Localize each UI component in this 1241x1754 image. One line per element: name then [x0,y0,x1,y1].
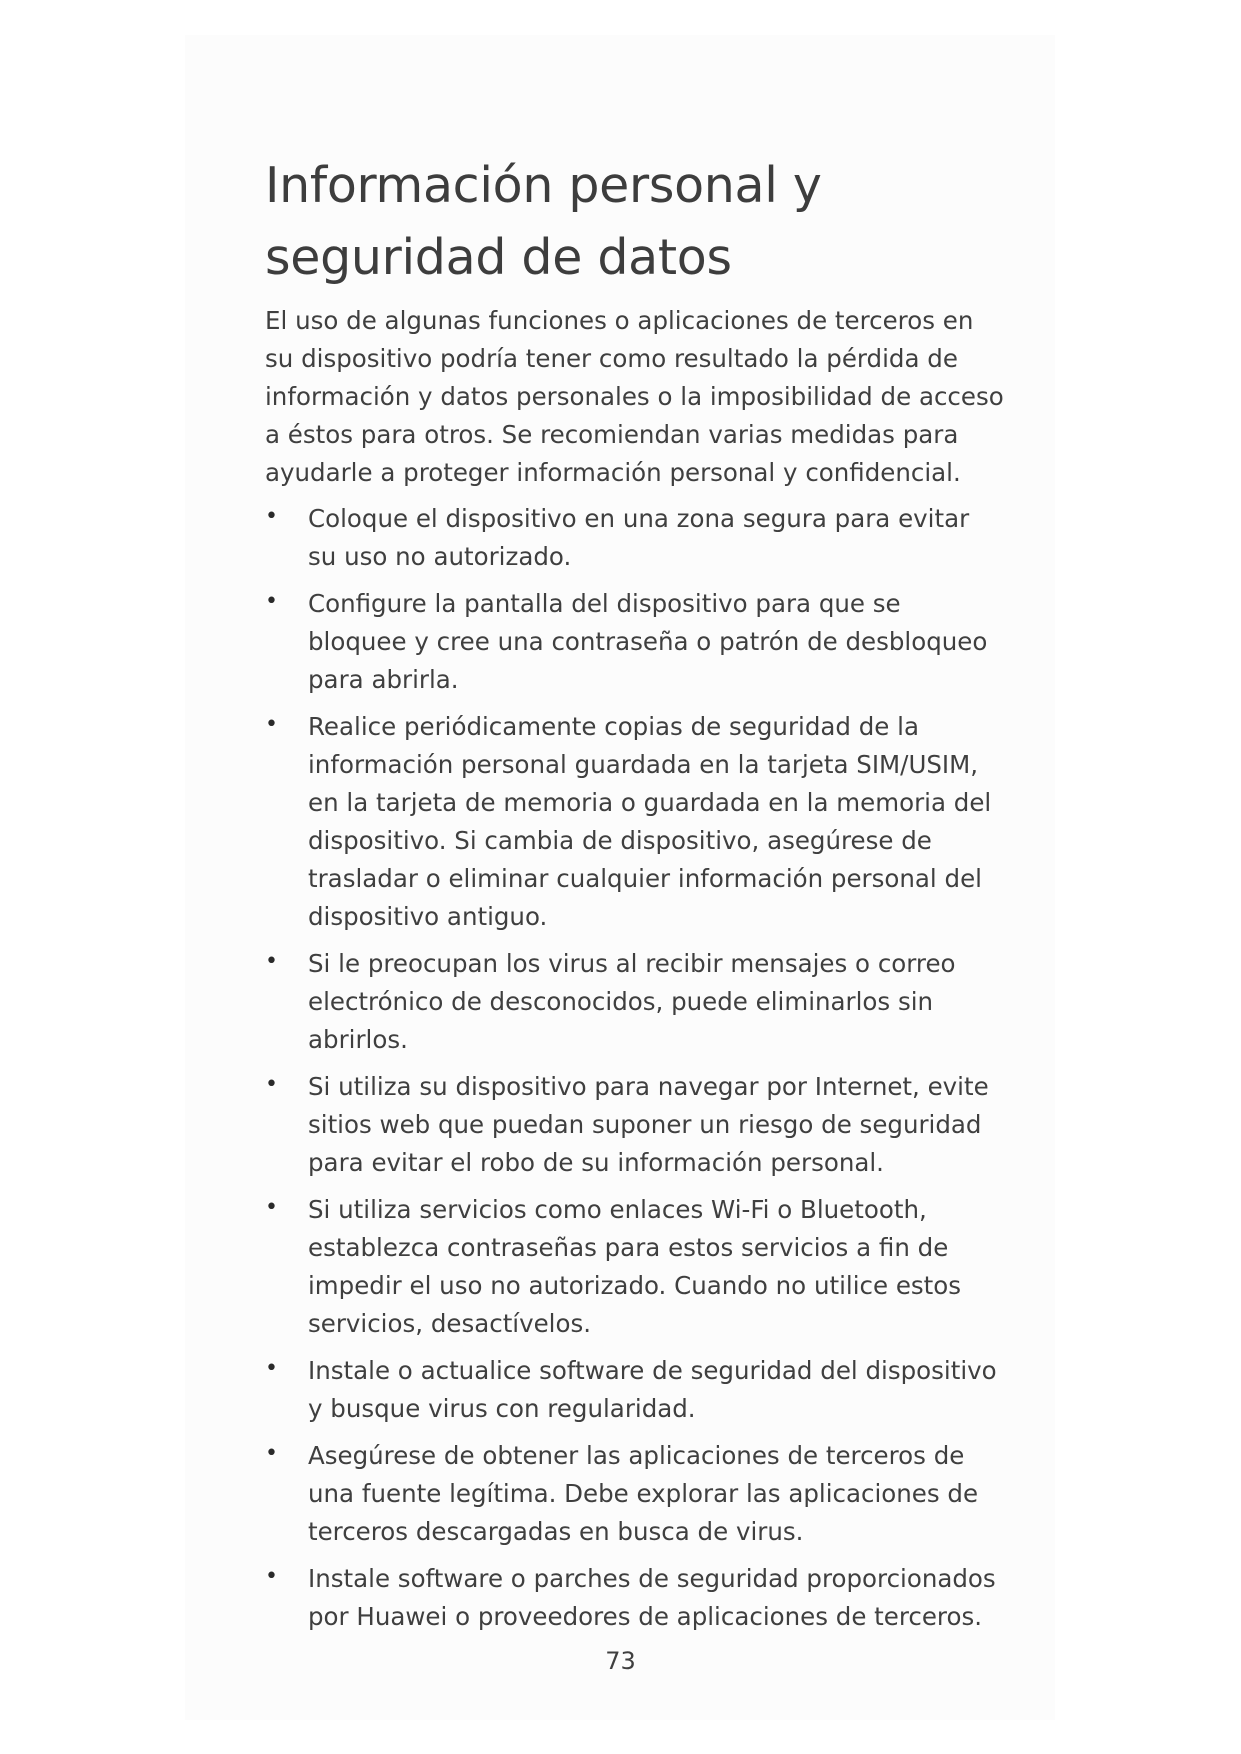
bullet-icon: • [265,504,278,529]
list-item [265,500,1005,576]
list-item-text: Coloque el dispositivo en una zona segura para evitar su uso no autorizado. [308,504,970,571]
list-item [265,1437,1005,1551]
list-item [265,945,1005,1059]
list-item [265,1191,1005,1343]
bullet-icon: • [265,712,278,737]
list-item-text: Realice periódicamente copias de seguridad de la información personal guardada en la tarjeta SIM/USIM, en la tarjeta de memoria o guardada en la memoria del dispositivo. Si cambia de dispositivo, asegúrese de trasladar o eliminar cualquier información personal del dispositivo antiguo. [308,712,992,931]
list-item-text: Instale software o parches de seguridad proporcionados por Huawei o proveedores de aplicaciones de terceros. [308,1564,996,1631]
page-title-line-1: Información personal y [265,157,822,214]
list-item-text: Asegúrese de obtener las aplicaciones de terceros de una fuente legítima. Debe explorar las aplicaciones de terceros descargadas en busca de virus. [308,1441,979,1546]
security-tips-list [265,500,1005,1636]
list-item [265,1560,1005,1636]
list-item-text: Si utiliza servicios como enlaces Wi-Fi o Bluetooth, establezca contraseñas para estos servicios a fin de impedir el uso no autorizado. Cuando no utilice estos servicios, desactívelos. [308,1195,962,1338]
bullet-icon: • [265,949,278,974]
bullet-icon: • [265,589,278,614]
list-item [265,1352,1005,1428]
intro-paragraph: El uso de algunas funciones o aplicaciones de terceros en su dispositivo podría tener como resultado la pérdida de información y datos personales o la imposibilidad de acceso a éstos para otros. Se recomiendan varias medidas para ayudarle a proteger información personal y confidencial. [265,306,1004,487]
page-title-line-2: seguridad de datos [265,229,732,286]
document-body [265,150,1005,1645]
bullet-icon: • [265,1441,278,1466]
list-item-text: Configure la pantalla del dispositivo para que se bloquee y cree una contraseña o patrón de desbloqueo para abrirla. [308,589,988,694]
bullet-icon: • [265,1195,278,1220]
list-item-text: Si le preocupan los virus al recibir mensajes o correo electrónico de desconocidos, puede eliminarlos sin abrirlos. [308,949,956,1054]
bullet-icon: • [265,1356,278,1381]
bullet-icon: • [265,1072,278,1097]
list-item [265,585,1005,699]
list-item-text: Si utiliza su dispositivo para navegar por Internet, evite sitios web que puedan suponer un riesgo de seguridad para evitar el robo de su información personal. [308,1072,989,1177]
page-title [265,150,1005,294]
list-item [265,708,1005,936]
bullet-icon: • [265,1564,278,1589]
list-item [265,1068,1005,1182]
list-item-text: Instale o actualice software de seguridad del dispositivo y busque virus con regularidad. [308,1356,997,1423]
page-number: 73 [605,1647,636,1675]
